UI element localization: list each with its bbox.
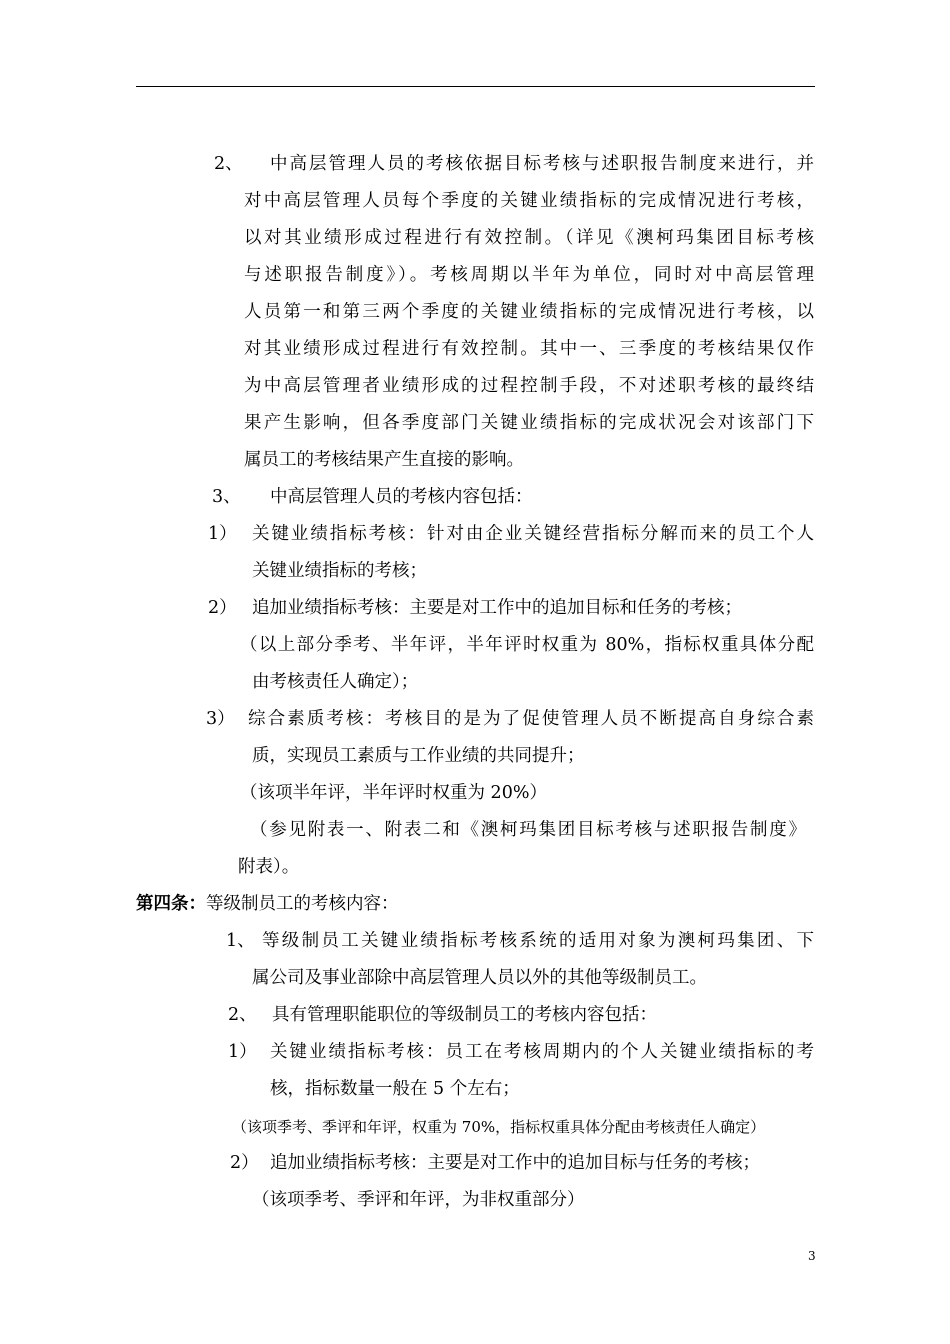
item-3-1-number: 1）: [208, 524, 237, 544]
article-4-label: 第四条：: [136, 894, 206, 914]
item-3-2-note-line-1: （以上部分季考、半年评，半年评时权重为 80%，指标权重具体分配: [240, 635, 814, 655]
para-2-line-5: 人员第一和第三两个季度的关键业绩指标的完成情况进行考核，以: [244, 302, 814, 322]
item-3-3-ref-line-1: （参见附表一、附表二和《澳柯玛集团目标考核与述职报告制度》: [250, 820, 806, 840]
para-2-number: 2、: [214, 154, 243, 174]
a4-item-1-line-2: 核，指标数量一般在 5 个左右；: [270, 1079, 520, 1099]
para-2-line-8: 果产生影响，但各季度部门关键业绩指标的完成状况会对该部门下: [244, 413, 814, 433]
para-3-number: 3、: [212, 487, 241, 507]
a4-para-1-line-2: 属公司及事业部除中高层管理人员以外的其他等级制员工。: [252, 968, 707, 988]
item-3-2-note-line-2: 由考核责任人确定）；: [252, 672, 419, 692]
a4-item-1-note: （该项季考、季评和年评，权重为 70%，指标权重具体分配由考核责任人确定）: [232, 1118, 766, 1136]
article-4-text: 等级制员工的考核内容：: [206, 894, 399, 914]
a4-item-2-number: 2）: [230, 1153, 259, 1173]
item-3-3-number: 3）: [206, 709, 235, 729]
item-3-3-line-2: 质，实现员工素质与工作业绩的共同提升；: [252, 746, 585, 766]
page-number: 3: [808, 1249, 816, 1263]
item-3-1-line-2: 关键业绩指标的考核；: [252, 561, 427, 581]
para-2-line-7: 为中高层管理者业绩形成的过程控制手段，不对述职考核的最终结: [244, 376, 814, 396]
para-2-line-3: 以对其业绩形成过程进行有效控制。（详见《澳柯玛集团目标考核: [244, 228, 814, 248]
para-2-line-2: 对中高层管理人员每个季度的关键业绩指标的完成情况进行考核，: [244, 191, 814, 211]
a4-para-2-text: 具有管理职能职位的等级制员工的考核内容包括：: [272, 1005, 657, 1025]
item-3-1-line-1: 关键业绩指标考核：针对由企业关键经营指标分解而来的员工个人: [252, 524, 814, 544]
para-2-line-9: 属员工的考核结果产生直接的影响。: [244, 450, 524, 470]
para-3-text: 中高层管理人员的考核内容包括：: [270, 487, 533, 507]
para-2-line-4: 与述职报告制度》）。考核周期以半年为单位，同时对中高层管理: [244, 265, 814, 285]
a4-item-1-line-1: 关键业绩指标考核：员工在考核周期内的个人关键业绩指标的考: [270, 1042, 814, 1062]
a4-item-2-text: 追加业绩指标考核：主要是对工作中的追加目标与任务的考核；: [270, 1153, 760, 1173]
item-3-3-line-1: 综合素质考核：考核目的是为了促使管理人员不断提高自身综合素: [248, 709, 814, 729]
para-2-line-1: 中高层管理人员的考核依据目标考核与述职报告制度来进行，并: [270, 154, 814, 174]
a4-para-1-number: 1、: [226, 931, 255, 951]
a4-para-2-number: 2、: [228, 1005, 257, 1025]
a4-item-2-note: （该项季考、季评和年评，为非权重部分）: [252, 1190, 585, 1210]
item-3-2-number: 2）: [208, 598, 237, 618]
para-2-line-6: 对其业绩形成过程进行有效控制。其中一、三季度的考核结果仅作: [244, 339, 814, 359]
a4-item-1-number: 1）: [228, 1042, 257, 1062]
item-3-2-text: 追加业绩指标考核：主要是对工作中的追加目标和任务的考核；: [252, 598, 742, 618]
item-3-3-ref-line-2: 附表）。: [238, 857, 300, 877]
article-4-heading: [136, 892, 399, 916]
a4-para-1-line-1: 等级制员工关键业绩指标考核系统的适用对象为澳柯玛集团、下: [262, 931, 814, 951]
header-rule: [136, 86, 815, 87]
item-3-3-note: （该项半年评，半年评时权重为 20%）: [240, 783, 547, 803]
